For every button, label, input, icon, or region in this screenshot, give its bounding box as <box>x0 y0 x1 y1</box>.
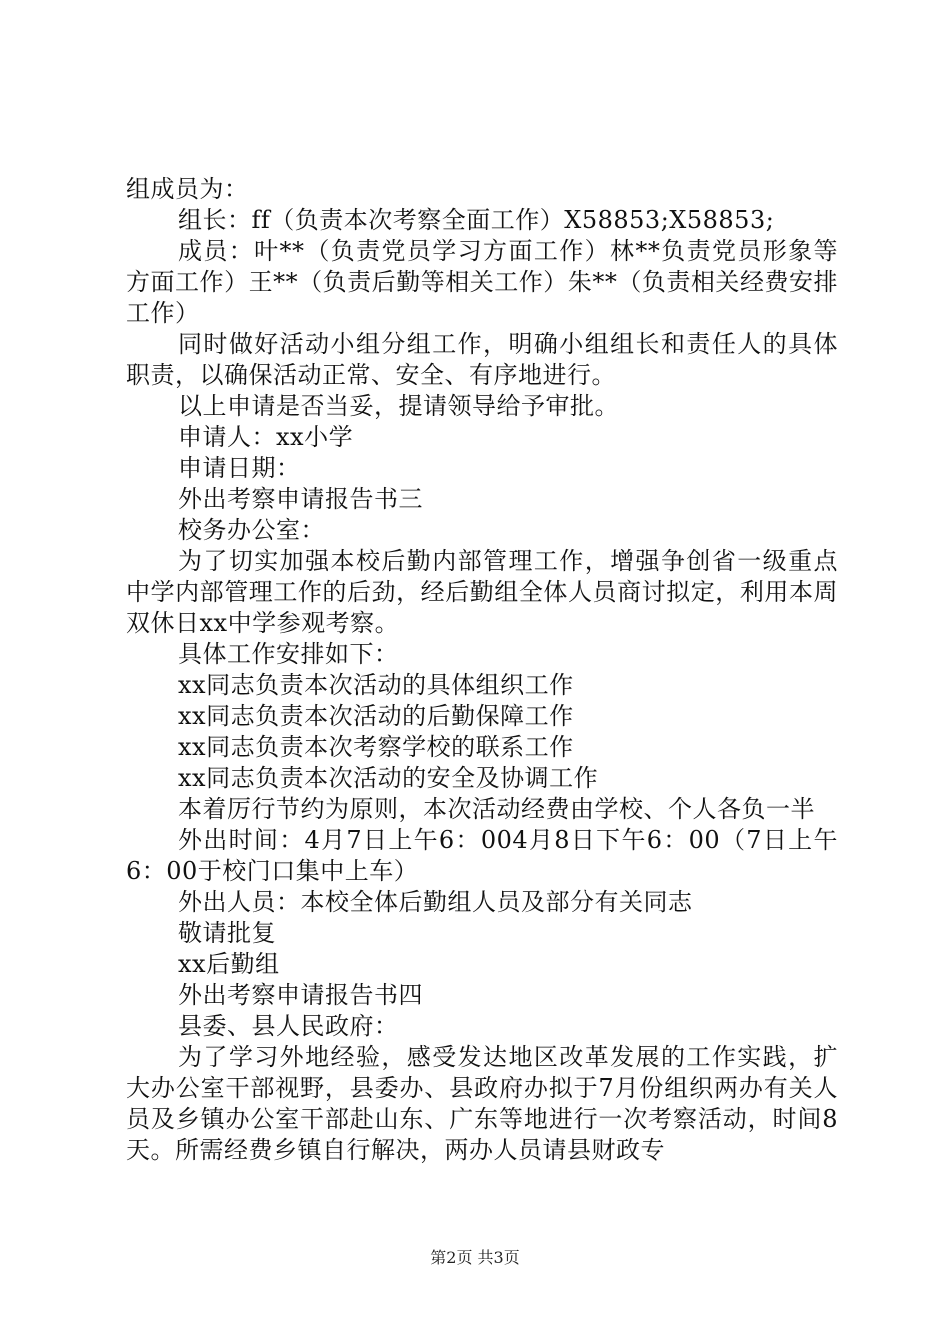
paragraph: 县委、县人民政府： <box>178 1012 399 1040</box>
paragraph: 外出考察申请报告书四 <box>178 981 423 1009</box>
paragraph: 本着厉行节约为原则，本次活动经费由学校、个人各负一半 <box>178 795 815 823</box>
paragraph: xx同志负责本次活动的后勤保障工作 <box>178 702 574 730</box>
paragraph: 外出考察申请报告书三 <box>178 485 423 513</box>
paragraph: 以上申请是否当妥，提请领导给予审批。 <box>178 392 619 420</box>
paragraph: 校务办公室： <box>178 516 325 544</box>
paragraph: 外出时间：4月7日上午6：004月8日下午6：00（7日上午6：00于校门口集中上车） <box>126 826 838 885</box>
paragraph: 敬请批复 <box>178 919 276 947</box>
page-footer: 第2页 共3页 <box>430 1248 520 1267</box>
paragraph: 外出人员：本校全体后勤组人员及部分有关同志 <box>178 888 693 916</box>
paragraph: 为了切实加强本校后勤内部管理工作，增强争创省一级重点中学内部管理工作的后劲，经后勤组全体人员商讨拟定，利用本周双休日xx中学参观考察。 <box>126 547 838 637</box>
paragraph: 申请人：xx小学 <box>178 423 354 451</box>
document-body <box>126 174 838 1166</box>
paragraph: 为了学习外地经验，感受发达地区改革发展的工作实践，扩大办公室干部视野，县委办、县政府办拟于7月份组织两办有关人员及乡镇办公室干部赴山东、广东等地进行一次考察活动，时间8天。所需经费乡镇自行解决，两办人员请县财政专 <box>126 1043 838 1164</box>
paragraph: 组长：ff（负责本次考察全面工作）X58853;X58853; <box>178 206 775 234</box>
paragraph: xx同志负责本次活动的安全及协调工作 <box>178 764 599 792</box>
paragraph: xx同志负责本次活动的具体组织工作 <box>178 671 574 699</box>
paragraph: 具体工作安排如下： <box>178 640 399 668</box>
paragraph: xx后勤组 <box>178 950 280 978</box>
paragraph: 组成员为： <box>126 175 249 203</box>
paragraph: 申请日期： <box>178 454 301 482</box>
paragraph: 同时做好活动小组分组工作，明确小组组长和责任人的具体职责，以确保活动正常、安全、有序地进行。 <box>126 330 838 389</box>
paragraph: xx同志负责本次考察学校的联系工作 <box>178 733 574 761</box>
paragraph: 成员：叶**（负责党员学习方面工作）林**负责党员形象等方面工作）王**（负责后勤等相关工作）朱**（负责相关经费安排工作） <box>126 237 838 327</box>
